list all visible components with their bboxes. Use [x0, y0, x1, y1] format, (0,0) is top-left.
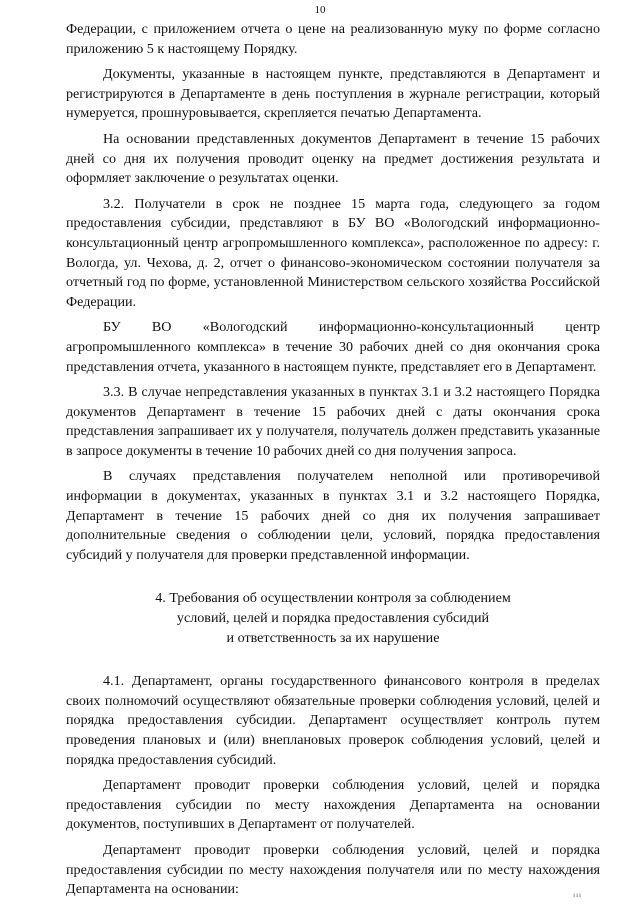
- section-heading-line-2: условий, целей и порядка предоставления субсидий: [176, 610, 490, 627]
- footer-mark: ııı: [573, 891, 582, 899]
- paragraph-clause-3-3: 3.3. В случае непредставления указанных в пунктах 3.1 и 3.2 настоящего Порядка документов Департамент в течение 15 рабочих дней с даты окончания срока представления запрашивает их у получателя, получатель должен представить указанные в запросе документы в течение 10 рабочих дней со дня получения запроса.: [66, 384, 600, 459]
- paragraph-clause-3-3-incomplete: В случаях представления получателем неполной или противоречивой информации в документах, указанных в пунктах 3.1 и 3.2 настоящего Порядка, Департамент в течение 15 рабочих дней со дня их получения запрашивает дополнительные сведения о соблюдении цели, условий, порядка предоставления субсидий у получателя для проверки представленной информации.: [66, 468, 600, 563]
- paragraph-clause-3-2-center: БУ ВО «Вологодский информационно-консультационный центр агропромышленного комплекса» в течение 30 рабочих дней со дня окончания срока представления отчета, указанного в настоящем пункте, представляет его в Департамент.: [66, 319, 600, 375]
- paragraph-evaluation: На основании представленных документов Департамент в течение 15 рабочих дней со дня их получения проводит оценку на предмет достижения результата и оформляет заключение о результатах оценки.: [66, 130, 600, 187]
- paragraph-clause-3-2: 3.2. Получатели в срок не позднее 15 марта года, следующего за годом предоставления субсидии, представляют в БУ ВО «Вологодский информационно-консультационный центр агропромышленного комплекса», расположенное по адресу: г. Вологда, ул. Чехова, д. 2, отчет о финансово-экономическом состоянии получателя за отчетный год по форме, установленной Министерством сельского хозяйства Российской Федерации.: [66, 195, 600, 310]
- section-heading-line-3: и ответственность за их нарушение: [226, 629, 440, 646]
- paragraph-clause-4-1: 4.1. Департамент, органы государственного финансового контроля в пределах своих полномочий осуществляют обязательные проверки соблюдения условий, целей и порядка предоставления субсидии. Департамент осуществляет контроль путем проведения плановых и (или) внеплановых проверок соблюдения условий, целей и порядка предоставления субсидий.: [66, 673, 600, 768]
- paragraph-registration: Документы, указанные в настоящем пункте, представляются в Департамент и регистрируются в Департаменте в день поступления в журнале регистрации, который нумеруется, прошнуровывается, скрепляется печатью Департамента.: [66, 66, 600, 122]
- section-heading-line-1: 4. Требования об осуществлении контроля за соблюдением: [155, 590, 511, 607]
- page-number: 10: [314, 4, 326, 16]
- paragraph-clause-4-1-recipient: Департамент проводит проверки соблюдения условий, целей и порядка предоставления субсидии по месту нахождения получателя или по месту нахождения Департамента на основании:: [66, 841, 600, 898]
- paragraph-continuation: Федерации, с приложением отчета о цене на реализованную муку по форме согласно приложению 5 к настоящему Порядку.: [66, 21, 600, 57]
- paragraph-clause-4-1-department: Департамент проводит проверки соблюдения условий, целей и порядка предоставления субсидии по месту нахождения Департамента на основании документов, поступивших в Департамент от получателей.: [66, 777, 600, 833]
- document-body: [66, 20, 600, 906]
- section-heading: [66, 589, 600, 648]
